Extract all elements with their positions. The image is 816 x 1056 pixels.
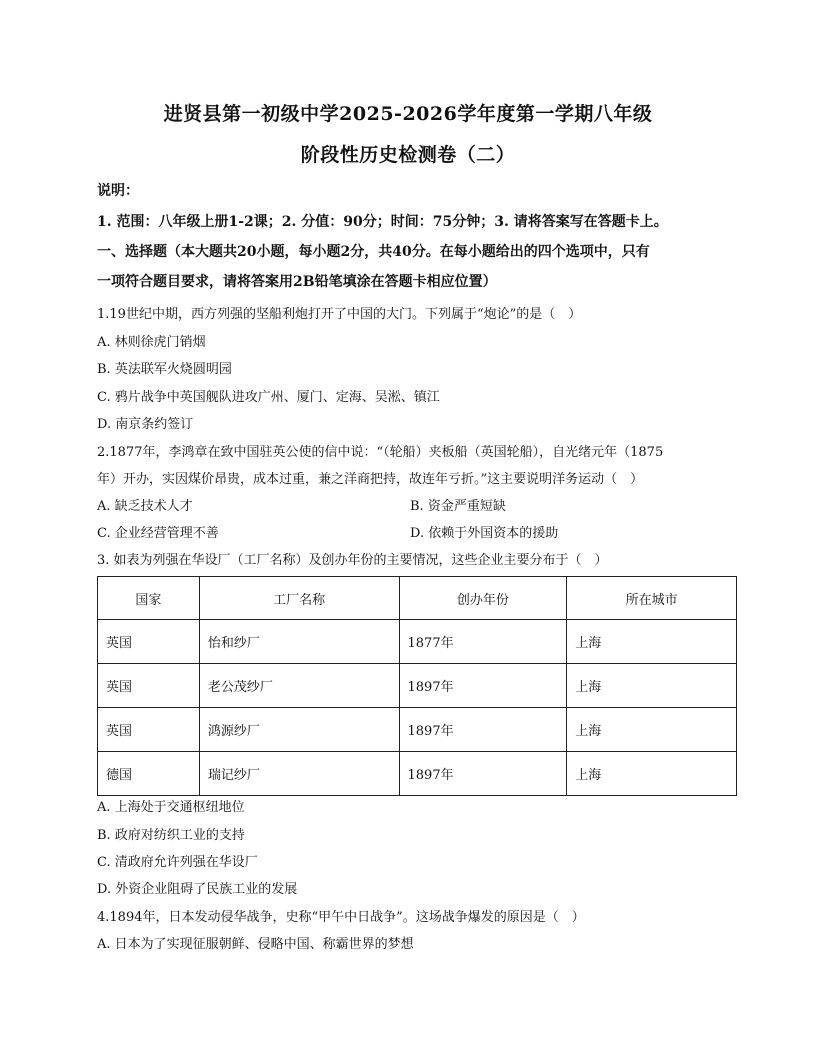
table-cell: 上海 — [567, 752, 737, 796]
factory-table — [97, 576, 737, 796]
table-cell: 上海 — [567, 664, 737, 708]
section-heading-line1: 一、选择题（本大题共20小题，每小题2分，共40分。在每小题给出的四个选项中，只有 — [97, 244, 650, 260]
table-cell: 德国 — [98, 752, 200, 796]
question-2-option-a: A. 缺乏技术人才 — [97, 499, 193, 514]
table-cell: 老公茂纱厂 — [199, 664, 399, 708]
table-cell: 1897年 — [399, 752, 567, 796]
question-3-stem: 3. 如表为列强在华设厂（工厂名称）及创办年份的主要情况，这些企业主要分布于（ ） — [97, 553, 608, 568]
table-cell: 英国 — [98, 664, 200, 708]
question-2-stem-line2: 年）开办，实因煤价昂贵，成本过重，兼之洋商把持，故连年亏折。”这主要说明洋务运动（ ） — [97, 472, 644, 487]
question-1-option-d: D. 南京条约签订 — [97, 417, 194, 432]
question-2-option-c: C. 企业经营管理不善 — [97, 526, 219, 541]
table-row — [98, 752, 737, 796]
table-cell: 上海 — [567, 620, 737, 664]
table-header-cell: 创办年份 — [399, 577, 567, 620]
question-3-option-a: A. 上海处于交通枢纽地位 — [97, 800, 245, 815]
question-3-option-d: D. 外资企业阻碍了民族工业的发展 — [97, 882, 298, 897]
table-cell: 1897年 — [399, 664, 567, 708]
question-1-option-b: B. 英法联军火烧圆明园 — [97, 362, 232, 377]
question-1-stem: 1.19世纪中期，西方列强的坚船利炮打开了中国的大门。下列属于“炮论”的是（ ） — [97, 307, 582, 322]
question-2-option-b: B. 资金严重短缺 — [410, 499, 506, 514]
table-cell: 英国 — [98, 620, 200, 664]
table-row — [98, 620, 737, 664]
table-cell: 鸿源纱厂 — [199, 708, 399, 752]
section-heading-line2: 一项符合题目要求，请将答案用2B铅笔填涂在答题卡相应位置） — [97, 274, 497, 290]
table-cell: 怡和纱厂 — [199, 620, 399, 664]
table-cell: 英国 — [98, 708, 200, 752]
table-header-cell: 国家 — [98, 577, 200, 620]
table-cell: 1897年 — [399, 708, 567, 752]
table-header-cell: 工厂名称 — [199, 577, 399, 620]
question-4-option-a: A. 日本为了实现征服朝鲜、侵略中国、称霸世界的梦想 — [97, 937, 414, 952]
question-3-option-b: B. 政府对纺织工业的支持 — [97, 828, 245, 843]
question-1-option-c: C. 鸦片战争中英国舰队进攻广州、厦门、定海、吴淞、镇江 — [97, 390, 440, 405]
exam-title-line2: 阶段性历史检测卷（二） — [300, 144, 516, 166]
question-4-stem: 4.1894年，日本发动侵华战争，史称“甲午中日战争”。这场战争爆发的原因是（ ） — [97, 910, 585, 925]
question-3-option-c: C. 清政府允许列强在华设厂 — [97, 855, 258, 870]
exam-title-line1: 进贤县第一初级中学2025-2026学年度第一学期八年级 — [163, 103, 653, 125]
table-cell: 1877年 — [399, 620, 567, 664]
instructions-label: 说明： — [97, 183, 139, 199]
question-1-option-a: A. 林则徐虎门销烟 — [97, 335, 206, 350]
instructions-text: 1. 范围：八年级上册1-2课；2. 分值：90分；时间：75分钟；3. 请将答案写在答题卡上。 — [97, 214, 668, 230]
table-row — [98, 708, 737, 752]
table-header-cell: 所在城市 — [567, 577, 737, 620]
question-2-option-d: D. 依赖于外国资本的援助 — [410, 526, 559, 541]
table-cell: 瑞记纱厂 — [199, 752, 399, 796]
question-2-stem-line1: 2.1877年，李鸿章在致中国驻英公使的信中说：“（轮船）夹板船（英国轮船），自光绪元年（1875 — [97, 445, 664, 460]
table-cell: 上海 — [567, 708, 737, 752]
table-row — [98, 664, 737, 708]
table-header-row — [98, 577, 737, 620]
